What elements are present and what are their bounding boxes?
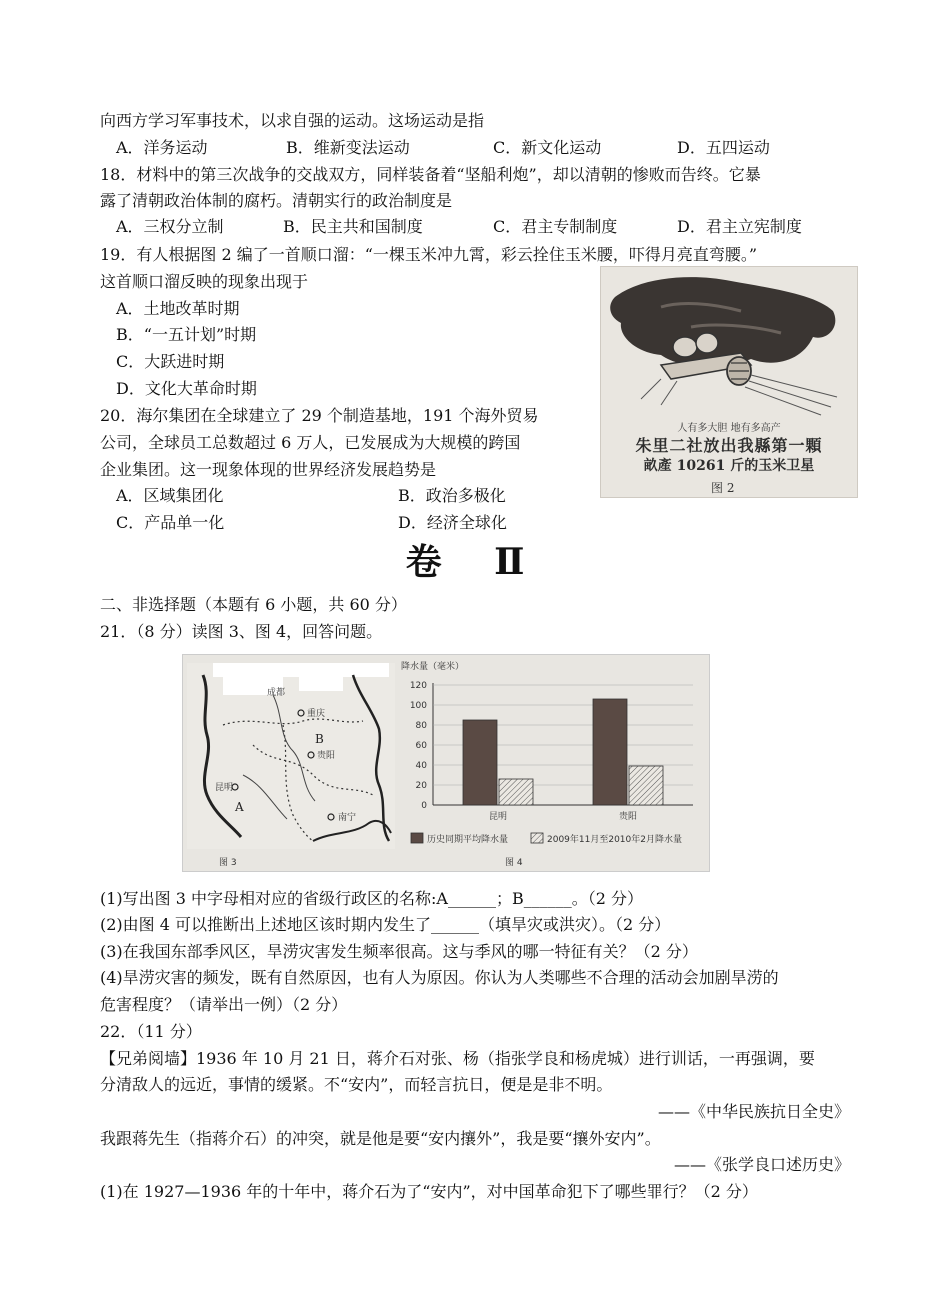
chart-y-tick-label: 120 xyxy=(409,681,427,691)
figure-3-4-graphic xyxy=(183,655,709,871)
precipitation-chart xyxy=(401,660,693,868)
chart-bar-1-1 xyxy=(629,766,663,805)
figure-2-label: 图 2 xyxy=(711,481,735,495)
q20-stem-line2: 公司，全球员工总数超过 6 万人，已发展成为大规模的跨国 xyxy=(100,433,521,452)
q18-stem-line1: 18．材料中的第三次战争的交战双方，同样装备着“坚船利炮”，却以清朝的惨败而告终。它暴 xyxy=(100,165,761,184)
q18-option-d: D．君主立宪制度 xyxy=(677,217,802,236)
map-letter-a: A xyxy=(235,800,244,814)
chart-y-tick-label: 80 xyxy=(415,721,427,731)
q20-stem-line3: 企业集团。这一现象体现的世界经济发展趋势是 xyxy=(100,460,437,479)
volume-title: 卷 Ⅱ xyxy=(405,541,545,583)
q22-sub1: (1)在 1927—1936 年的十年中，蒋介石为了“安内”，对中国革命犯下了哪些罪行？（2 分） xyxy=(100,1182,758,1201)
q18-option-c: C．君主专制制度 xyxy=(493,217,618,236)
figure-4-label: 图 4 xyxy=(505,858,523,868)
q17-option-c: C．新文化运动 xyxy=(493,138,602,157)
q19-stem-line2: 这首顺口溜反映的现象出现于 xyxy=(100,272,309,291)
q22-source1: ——《中华民族抗日全史》 xyxy=(657,1102,850,1121)
q17-option-b: B．维新变法运动 xyxy=(286,138,410,157)
q19-option-b: B．“一五计划”时期 xyxy=(116,325,257,344)
city-label-chongqing: 重庆 xyxy=(307,709,326,719)
chart-x-label-0: 昆明 xyxy=(488,812,508,822)
figure-3-label: 图 3 xyxy=(219,858,237,868)
chart-y-label: 降水量（毫米） xyxy=(401,662,465,672)
q21-sub1: (1)写出图 3 中字母相对应的省级行政区的名称:A______；B______。（2 分） xyxy=(100,889,643,908)
q22-passage2: 我跟蒋先生（指蒋介石）的冲突，就是他是要“安内攘外”，我是要“攘外安内”。 xyxy=(100,1129,661,1148)
chart-bar-0-0 xyxy=(463,720,497,805)
chart-bar-1-0 xyxy=(593,699,627,805)
q22-passage1-line2: 分清敌人的远近，事情的缓紧。不“安内”，而轻言抗日，便是是非不明。 xyxy=(100,1075,613,1094)
q17-option-d: D．五四运动 xyxy=(677,138,770,157)
q22-source2: ——《张学良口述历史》 xyxy=(673,1155,850,1174)
chart-y-tick-label: 100 xyxy=(409,701,427,711)
q20-stem-line1: 20．海尔集团在全球建立了 29 个制造基地，191 个海外贸易 xyxy=(100,406,539,425)
q21-intro: 21．（8 分）读图 3、图 4，回答问题。 xyxy=(100,622,383,641)
chart-bar-0-1 xyxy=(499,779,533,805)
cartoon-caption-line2: 畝產 10261 斤的玉米卫星 xyxy=(643,458,815,474)
q19-stem-line1: 19．有人根据图 2 编了一首顺口溜：“一棵玉米冲九霄，彩云拴住玉米腰，吓得月亮直弯腰。” xyxy=(100,245,758,264)
q21-sub2: (2)由图 4 可以推断出上述地区该时期内发生了______（填旱灾或洪灾）。（2 分） xyxy=(100,915,671,934)
q22-heading: 22．（11 分） xyxy=(100,1022,202,1041)
q20-option-a: A．区域集团化 xyxy=(116,486,224,505)
legend-label-historical: 历史同期平均降水量 xyxy=(427,835,509,845)
legend-swatch-historical xyxy=(411,833,423,843)
cartoon-caption-line1: 朱里二社放出我縣第一顆 xyxy=(635,436,823,455)
chart-y-tick-label: 20 xyxy=(415,781,427,791)
q20-option-d: D．经济全球化 xyxy=(398,513,507,532)
chart-y-tick-label: 60 xyxy=(415,741,427,751)
figure-3-4-panel xyxy=(182,654,710,872)
q18-option-a: A．三权分立制 xyxy=(116,217,224,236)
legend-label-2009: 2009年11月至2010年2月降水量 xyxy=(547,835,682,845)
figure-2-cartoon xyxy=(600,266,858,498)
q18-option-b: B．民主共和国制度 xyxy=(283,217,423,236)
q22-passage1-line1: 【兄弟阅墙】1936 年 10 月 21 日，蒋介石对张、杨（指张学良和杨虎城）进行训话，一再强调，要 xyxy=(100,1049,815,1068)
chart-y-tick-label: 40 xyxy=(415,761,427,771)
chart-y-tick-label: 0 xyxy=(421,801,427,811)
legend-swatch-2009 xyxy=(531,833,543,843)
q19-option-d: D．文化大革命时期 xyxy=(116,379,257,398)
q21-sub4-line2: 危害程度？（请举出一例）（2 分） xyxy=(100,995,348,1014)
q21-sub3: (3)在我国东部季风区，旱涝灾害发生频率很高。这与季风的哪一特征有关？（2 分） xyxy=(100,942,698,961)
q18-stem-line2: 露了清朝政治体制的腐朽。清朝实行的政治制度是 xyxy=(100,191,453,210)
q21-sub4-line1: (4)旱涝灾害的频发，既有自然原因，也有人为原因。你认为人类哪些不合理的活动会加剧旱涝的 xyxy=(100,968,779,987)
q17-stem: 向西方学习军事技术，以求自强的运动。这场运动是指 xyxy=(100,111,485,130)
city-label-kunming: 昆明 xyxy=(215,783,234,793)
q20-option-b: B．政治多极化 xyxy=(398,486,506,505)
city-label-chengdu: 成都 xyxy=(267,688,286,698)
chart-x-label-1: 贵阳 xyxy=(618,812,638,822)
city-label-nanning: 南宁 xyxy=(338,813,357,823)
q19-option-c: C．大跃进时期 xyxy=(116,352,225,371)
city-label-guiyang: 贵阳 xyxy=(317,751,336,761)
q19-option-a: A．土地改革时期 xyxy=(116,299,240,318)
q20-option-c: C．产品单一化 xyxy=(116,513,225,532)
map-letter-b: B xyxy=(315,732,324,746)
cartoon-slogan: 人有多大胆 地有多高产 xyxy=(677,423,781,434)
map-background xyxy=(187,663,395,849)
q17-option-a: A．洋务运动 xyxy=(116,138,208,157)
section-2-heading: 二、非选择题（本题有 6 小题，共 60 分） xyxy=(100,595,407,614)
